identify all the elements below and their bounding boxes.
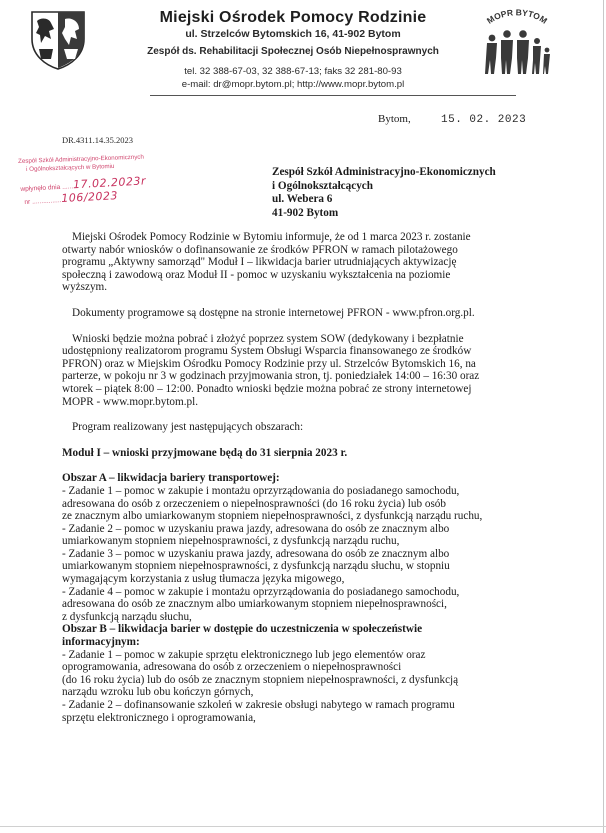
stamp-number-value: 106/2023 xyxy=(60,189,119,206)
paragraph-3 xyxy=(62,333,514,409)
area-b-heading-cont: informacyjnym: xyxy=(62,636,140,649)
paragraph-3-line: PFRON) oraz w Miejskim Ośrodku Pomocy Rodzinie przy ul. Strzelców Bytomskich 16, na xyxy=(62,357,476,370)
paragraph-2: Dokumenty programowe są dostępne na stronie internetowej PFRON - www.pfron.org.pl. xyxy=(72,306,475,319)
letterhead-address: ul. Strzelców Bytomskich 16, 41-902 Bytom xyxy=(185,28,401,40)
area-b-line: (do 16 roku życia) lub do osób ze znacznym stopniem niepełnosprawności, z dysfunkcją xyxy=(62,673,459,686)
letterhead-title: Miejski Ośrodek Pomocy Rodzinie xyxy=(159,9,427,26)
stamp-received-date: 17.02.2023r xyxy=(72,174,147,192)
stamp-number: nr ................106/2023 xyxy=(24,189,119,206)
paragraph-1-line: Miejski Ośrodek Pomocy Rodzinie w Bytomiu informuje, że od 1 marca 2023 r. zostanie xyxy=(72,231,471,243)
area-a-line: adresowana do osób ze znacznym albo umiarkowanym stopniem niepełnosprawności, xyxy=(62,598,447,611)
area-a-heading: Obszar A – likwidacja bariery transportowej: xyxy=(62,472,280,485)
addressee-line-1: Zespół Szkół Administracyjno-Ekonomicznych xyxy=(272,166,496,178)
paragraph-1-line: wyższym. xyxy=(62,281,108,294)
logo-text: MOPR BYTOM xyxy=(484,8,550,26)
svg-text:MOPR BYTOM xyxy=(485,8,549,26)
area-a-line: z dysfunkcją narządu słuchu, xyxy=(62,610,192,623)
area-a-line: umiarkowanym stopniem niepełnosprawności, z dysfunkcją narządu ruchu, xyxy=(62,535,400,548)
date-stamp: 15. 02. 2023 xyxy=(441,114,527,126)
paragraph-4: Program realizowany jest następujących obszarach: xyxy=(72,421,304,434)
area-a-line: - Zadanie 4 – pomoc w zakupie i montażu oprzyrządowania do posiadanego samochodu, xyxy=(62,585,460,598)
mopr-bytom-logo-icon xyxy=(474,8,558,78)
paragraph-3-line: Wnioski będzie można pobrać i złożyć poprzez system SOW (dedykowany i bezpłatnie xyxy=(72,332,464,345)
area-b-line: oprogramowania, adresowana do osób z orzeczeniem o niepełnosprawności xyxy=(62,661,402,674)
stamp-received-label: wpłynęło dnia xyxy=(20,183,61,193)
page-edge-bottom xyxy=(0,826,606,827)
area-b-line: - Zadanie 1 – pomoc w zakupie sprzętu elektronicznego lub jego elementów oraz xyxy=(62,648,426,661)
place: Bytom, xyxy=(378,113,411,125)
stamp-number-label: nr xyxy=(24,198,31,206)
letter-body xyxy=(62,231,514,724)
area-b-line: narządu wzroku lub obu kończyn górnych, xyxy=(62,686,254,699)
stamp-line-1: Zespół Szkół Administracyjno-Ekonomicznych xyxy=(18,153,145,165)
paragraph-1 xyxy=(62,231,514,294)
area-a-line: adresowana do osób z orzeczeniem o niepełnosprawności (do 16 roku życia) lub osób xyxy=(62,497,446,510)
area-b-line: - Zadanie 2 – dofinansowanie szkoleń w zakresie obsługi nabytego w ramach programu xyxy=(62,699,455,711)
stamp-line-2: i Ogólnokształcących w Bytomiu xyxy=(26,162,115,173)
stamp-received: wpłynęło dnia ......17.02.2023r xyxy=(20,174,147,193)
addressee-line-3: ul. Webera 6 xyxy=(272,193,333,206)
area-a-line: - Zadanie 2 – pomoc w uzyskaniu prawa jazdy, adresowana do osób ze znacznym albo xyxy=(62,522,450,535)
letterhead-phone: tel. 32 388-67-03, 32 388-67-13; faks 32 281-80-93 xyxy=(184,66,402,77)
area-a-line: wymagającym korzystania z usług tłumacza języka migowego, xyxy=(62,573,345,586)
received-stamp xyxy=(16,153,166,212)
paragraph-3-line: wtorek – piątek 8:00 – 12:00. Ponadto wnioski będzie można pobrać ze strony internetowej xyxy=(62,382,472,395)
addressee-line-2: i Ogólnokształcących xyxy=(272,179,373,192)
letterhead-team: Zespół ds. Rehabilitacji Społecznej Osób Niepełnosprawnych xyxy=(147,46,439,57)
addressee xyxy=(272,166,496,221)
reference-number: DR.4311.14.35.2023 xyxy=(62,135,133,145)
paragraph-1-line: programu „Aktywny samorząd" Moduł I – likwidacja barier utrudniających aktywizację xyxy=(62,256,457,269)
paragraph-3-line: MOPR - www.mopr.bytom.pl. xyxy=(62,395,199,408)
area-a-line: - Zadanie 1 – pomoc w zakupie i montażu oprzyrządowania do posiadanego samochodu, xyxy=(62,484,460,497)
area-b-list xyxy=(62,649,514,725)
addressee-line-4: 41-902 Bytom xyxy=(272,207,339,220)
area-a-line: umiarkowanym stopniem niepełnosprawności, z dysfunkcją narządu słuchu, w stopniu xyxy=(62,560,450,573)
letterhead-email: e-mail: dr@mopr.bytom.pl; http://www.mopr.bytom.pl xyxy=(181,79,405,90)
paragraph-1-line: społeczną i zawodową oraz Moduł II - pomoc w uzyskaniu wykształcenia na poziomie xyxy=(62,268,451,281)
area-a-list xyxy=(62,485,514,624)
area-a-line: - Zadanie 3 – pomoc w uzyskaniu prawa jazdy, adresowana do osób ze znacznym albo xyxy=(62,547,450,560)
area-b-line: sprzętu elektronicznego i oprogramowania, xyxy=(62,711,256,724)
paragraph-3-line: parterze, w pokoju nr 3 w godzinach przyjmowania stron, tj. poniedziałek 14:00 – 16:30 oraz xyxy=(62,370,480,383)
paragraph-1-line: otwarty nabór wniosków o dofinansowanie ze środków PFRON w ramach pilotażowego xyxy=(62,243,458,256)
area-a-line: ze znacznym albo umiarkowanym stopniem niepełnosprawności, z dysfunkcją narządu ruchu, xyxy=(62,510,483,523)
module-1-heading: Moduł I – wnioski przyjmowane będą do 31 sierpnia 2023 r. xyxy=(62,446,348,459)
bytom-coat-of-arms-icon xyxy=(29,9,87,71)
area-b-heading: Obszar B – likwidacja barier w dostępie do uczestniczenia w społeczeństwie xyxy=(62,623,423,636)
paragraph-3-line: udostępniony realizatorom programu System Obsługi Wsparcia finansowanego ze środków xyxy=(62,345,472,358)
page-edge-right xyxy=(603,0,604,833)
letterhead-divider xyxy=(150,95,516,96)
